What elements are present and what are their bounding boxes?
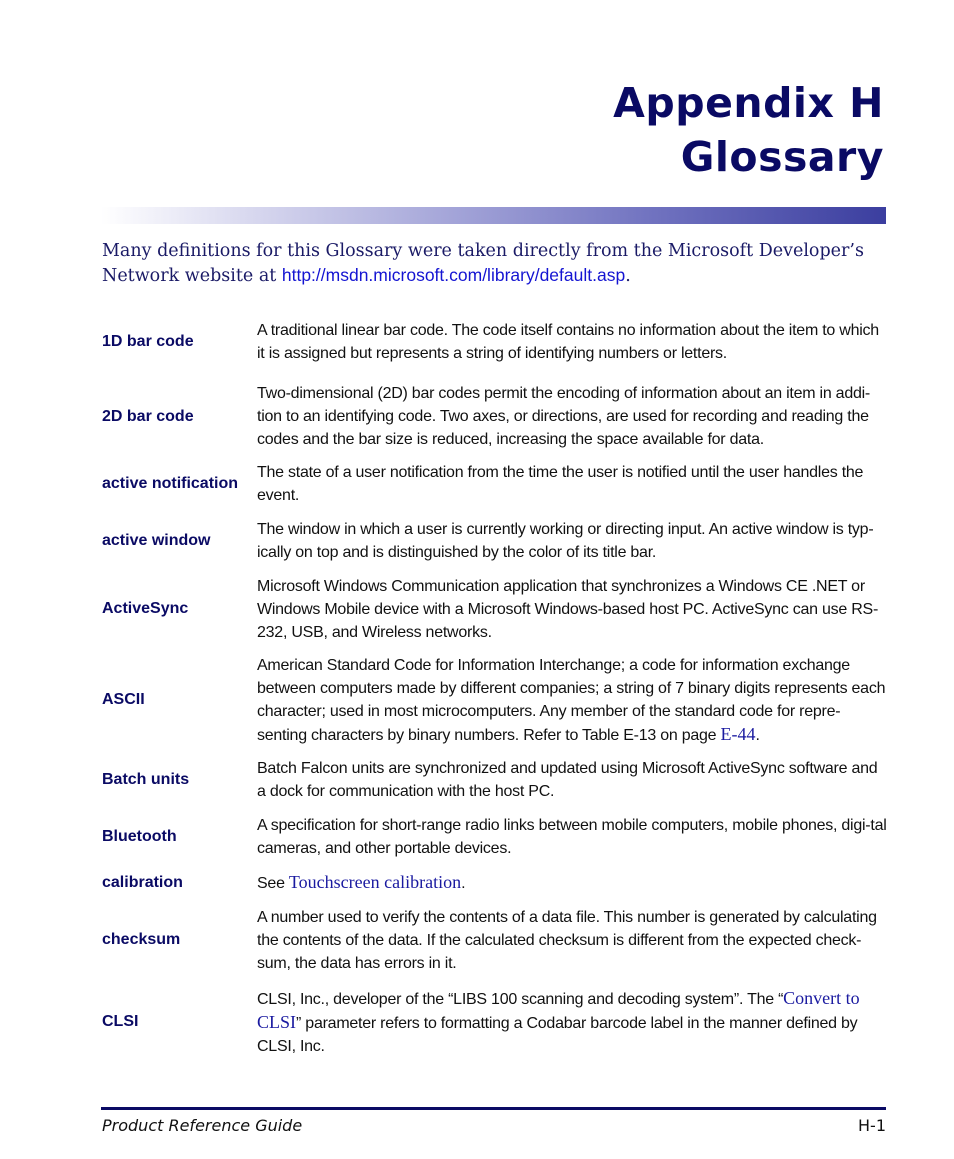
glossary-definition <box>257 871 887 895</box>
glossary-definition <box>257 987 887 1058</box>
definition-text: See <box>257 875 289 892</box>
definition-end: . <box>461 875 466 892</box>
glossary-entry <box>102 986 887 1058</box>
page-link-e44[interactable]: E-44 <box>720 723 756 744</box>
footer-page-number: H-1 <box>858 1116 886 1135</box>
glossary-entry <box>102 374 887 459</box>
glossary-definition: A number used to verify the contents of a data file. This number is generated by calculating the contents of the data. If the calculated checksum is different from the expected check-sum, the data has errors in it. <box>257 908 877 972</box>
glossary-definition: The state of a user notification from the time the user is notified until the user handles the event. <box>257 464 864 504</box>
page-title <box>613 76 884 184</box>
glossary-entry <box>102 813 887 861</box>
footer-rule <box>101 1107 886 1110</box>
glossary-definition: Batch Falcon units are synchronized and updated using Microsoft ActiveSync software and a dock for communication with the host PC. <box>257 760 878 800</box>
intro-paragraph <box>102 239 887 288</box>
glossary-list <box>102 318 887 1058</box>
glossary-term: active notification <box>102 475 239 492</box>
touchscreen-calibration-link[interactable]: Touchscreen calibration <box>288 872 462 892</box>
definition-end: . <box>755 726 760 744</box>
glossary-entry <box>102 517 887 565</box>
glossary-entry <box>102 870 887 896</box>
glossary-term: active window <box>102 532 211 549</box>
glossary-entry <box>102 653 887 747</box>
glossary-entry <box>102 460 887 508</box>
glossary-definition: A traditional linear bar code. The code itself contains no information about the item to which it is assigned but represents a string of identifying numbers or letters. <box>257 322 879 362</box>
glossary-entry <box>102 574 887 644</box>
convert-to-clsi-link[interactable]: Convert to CLSI <box>257 987 860 1032</box>
glossary-definition: Microsoft Windows Communication application that synchronizes a Windows CE .NET or Windows Mobile device with a Microsoft Windows-based host PC. ActiveSync can use RS-232, USB, and Wireless networks. <box>257 577 879 641</box>
intro-text: Many definitions for this Glossary were taken directly from the Microsoft Developer’s Network website at <box>102 241 864 286</box>
glossary-term: ASCII <box>102 691 145 708</box>
msdn-link[interactable]: http://msdn.microsoft.com/library/default.asp <box>281 265 626 285</box>
glossary-term: Bluetooth <box>102 828 177 845</box>
glossary-term: calibration <box>102 874 183 891</box>
glossary-definition: Two-dimensional (2D) bar codes permit the encoding of information about an item in addi-tion to an identifying code. Two axes, or directions, are used for recording and reading the codes and the bar size is reduced, increasing the space available for data. <box>257 385 870 448</box>
glossary-definition: A specification for short-range radio links between mobile computers, mobile phones, digi-tal cameras, and other portable devices. <box>257 817 887 857</box>
definition-text: CLSI, Inc., developer of the “LIBS 100 scanning and decoding system”. The “ <box>257 990 784 1008</box>
title-line-appendix: Appendix H <box>613 79 884 127</box>
intro-end: . <box>625 266 631 286</box>
glossary-term: CLSI <box>102 1013 139 1030</box>
glossary-definition: The window in which a user is currently working or directing input. An active window is typ-ically on top and is distinguished by the color of its title bar. <box>257 521 874 561</box>
glossary-entry <box>102 318 887 366</box>
glossary-entry <box>102 756 887 804</box>
glossary-term: 2D bar code <box>102 407 194 425</box>
title-gradient-bar <box>101 207 886 224</box>
definition-text: American Standard Code for Information Interchange; a code for information exchange between computers made by different companies; a string of 7 binary digits represents each character; used in most microcomputers. Any member of the standard code for repre-senting characters by binary numbers. Refer to Table E-13 on page <box>257 656 886 744</box>
glossary-entry <box>102 905 887 975</box>
glossary-definition <box>257 654 887 747</box>
definition-end: ” parameter refers to formatting a Codabar barcode label in the manner defined by CLSI, Inc. <box>257 1014 858 1055</box>
title-line-glossary: Glossary <box>680 133 884 181</box>
glossary-term: 1D bar code <box>102 333 194 350</box>
footer-guide-title: Product Reference Guide <box>102 1116 303 1135</box>
glossary-term: Batch units <box>102 771 190 788</box>
glossary-term: checksum <box>102 931 181 948</box>
glossary-term: ActiveSync <box>102 600 189 617</box>
